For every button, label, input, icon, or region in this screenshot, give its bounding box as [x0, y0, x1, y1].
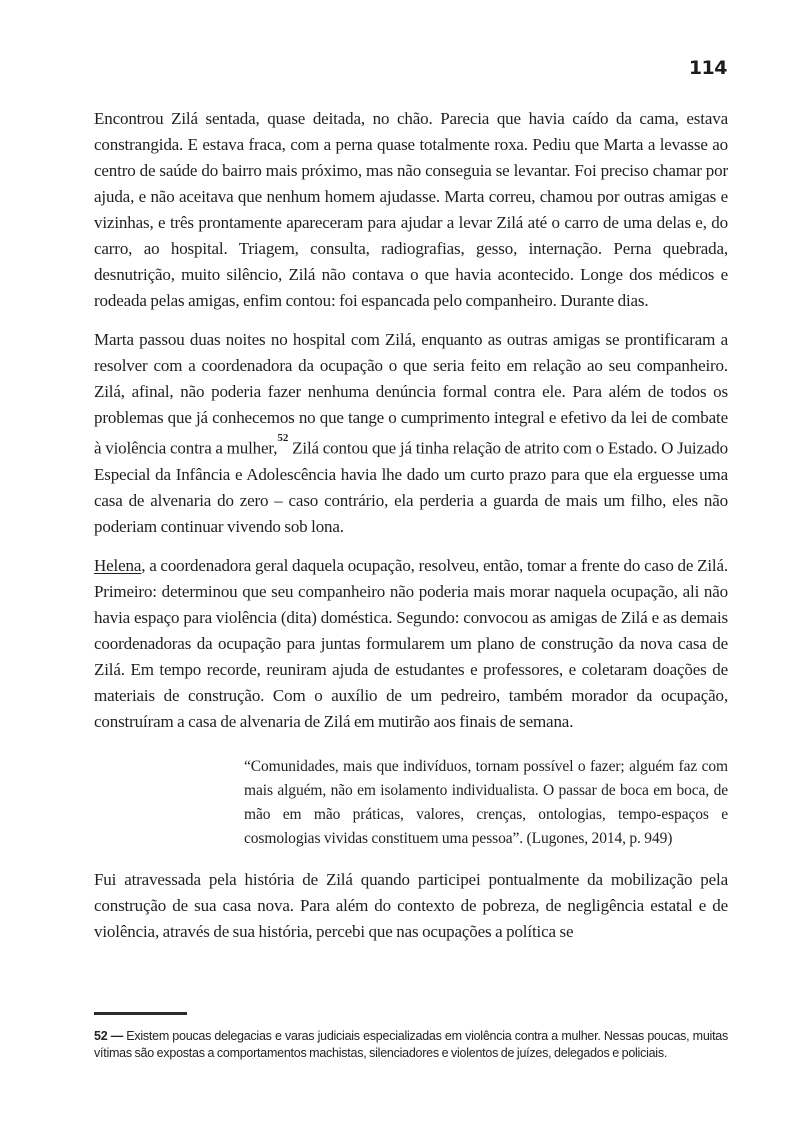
- footnote-divider: [94, 1012, 187, 1015]
- underlined-name-helena: Helena: [94, 555, 142, 575]
- footnote-number: 52 —: [94, 1029, 123, 1043]
- paragraph-3-text: , a coordenadora geral daquela ocupação, resolveu, então, tomar a frente do caso de Zilá. Primeiro: determinou que seu companheiro não poderia mais morar naquela ocupação, ali não havia espaço para violência (dita) doméstica. Segundo: convocou as amigas de Zilá e as demais coordenadoras da ocupação para juntas formularem um plano de construção da nova casa de Zilá. Em tempo recorde, reuniram ajuda de estudantes e professores, e coletaram doações de materiais de construção. Com o auxílio de um pedreiro, também morador da ocupação, construíram a casa de alvenaria de Zilá em mutirão aos finais de semana.: [94, 555, 728, 731]
- quote-citation: (Lugones, 2014, p. 949): [526, 829, 673, 847]
- footnote-text: Existem poucas delegacias e varas judiciais especializadas em violência contra a mulher. Nessas poucas, muitas vítimas são expostas a comportamentos machistas, silenciadores e violentos de juízes, delegados e policiais.: [94, 1029, 728, 1060]
- page-content: [94, 106, 728, 958]
- footnote-reference-52: 52: [277, 432, 289, 444]
- footnote-52: [94, 1028, 728, 1062]
- paragraph-1: Encontrou Zilá sentada, quase deitada, no chão. Parecia que havia caído da cama, estava constrangida. E estava fraca, com a perna quase totalmente roxa. Pediu que Marta a levasse ao centro de saúde do bairro mais próximo, mas não conseguia se levantar. Foi preciso chamar por ajuda, e não aceitava que nenhum homem ajudasse. Marta correu, chamou por outras amigas e vizinhas, e três prontamente apareceram para ajudar a levar Zilá até o carro de uma delas e, do carro, ao hospital. Triagem, consulta, radiografias, gesso, internação. Perna quebrada, desnutrição, muito silêncio, Zilá não contava o que havia acontecido. Longe dos médicos e rodeada pelas amigas, enfim contou: foi espancada pelo companheiro. Durante dias.: [94, 109, 728, 310]
- paragraph-4: Fui atravessada pela história de Zilá quando participei pontualmente da mobilização pela construção de sua casa nova. Para além do contexto de pobreza, de negligência estatal e de violência, através de sua história, percebi que nas ocupações a política se: [94, 869, 728, 941]
- paragraph-2-text-continued: Zilá contou que já tinha relação de atrito com o Estado. O Juizado Especial da Infância e Adolescência havia lhe dado um curto prazo para que ela erguesse uma casa de alvenaria do zero – caso contrário, ela perderia a guarda de mais um filho, eles não poderiam continuar vivendo sob lona.: [94, 438, 728, 536]
- page-number: 114: [688, 57, 727, 79]
- footnote-area: [94, 1012, 728, 1062]
- paragraph-2-text: Marta passou duas noites no hospital com Zilá, enquanto as outras amigas se prontificaram a resolver com a coordenadora da ocupação o que seria feito em relação ao seu companheiro. Zilá, afinal, não poderia fazer nenhuma denúncia formal contra ele. Para além de todos os problemas que já conhecemos no que tange o cumprimento integral e efetivo da lei de combate à violência contra a mulher,: [94, 330, 728, 458]
- paragraph-3: [94, 553, 728, 735]
- block-quote: [244, 755, 728, 851]
- paragraph-2: [94, 327, 728, 540]
- quote-text: “Comunidades, mais que indivíduos, tornam possível o fazer; alguém faz com mais alguém, não em isolamento individualista. O passar de boca em boca, de mão em mão práticas, valores, crenças, ontologias, tempo-espaços e cosmologias vividas constituem uma pessoa”.: [244, 757, 728, 847]
